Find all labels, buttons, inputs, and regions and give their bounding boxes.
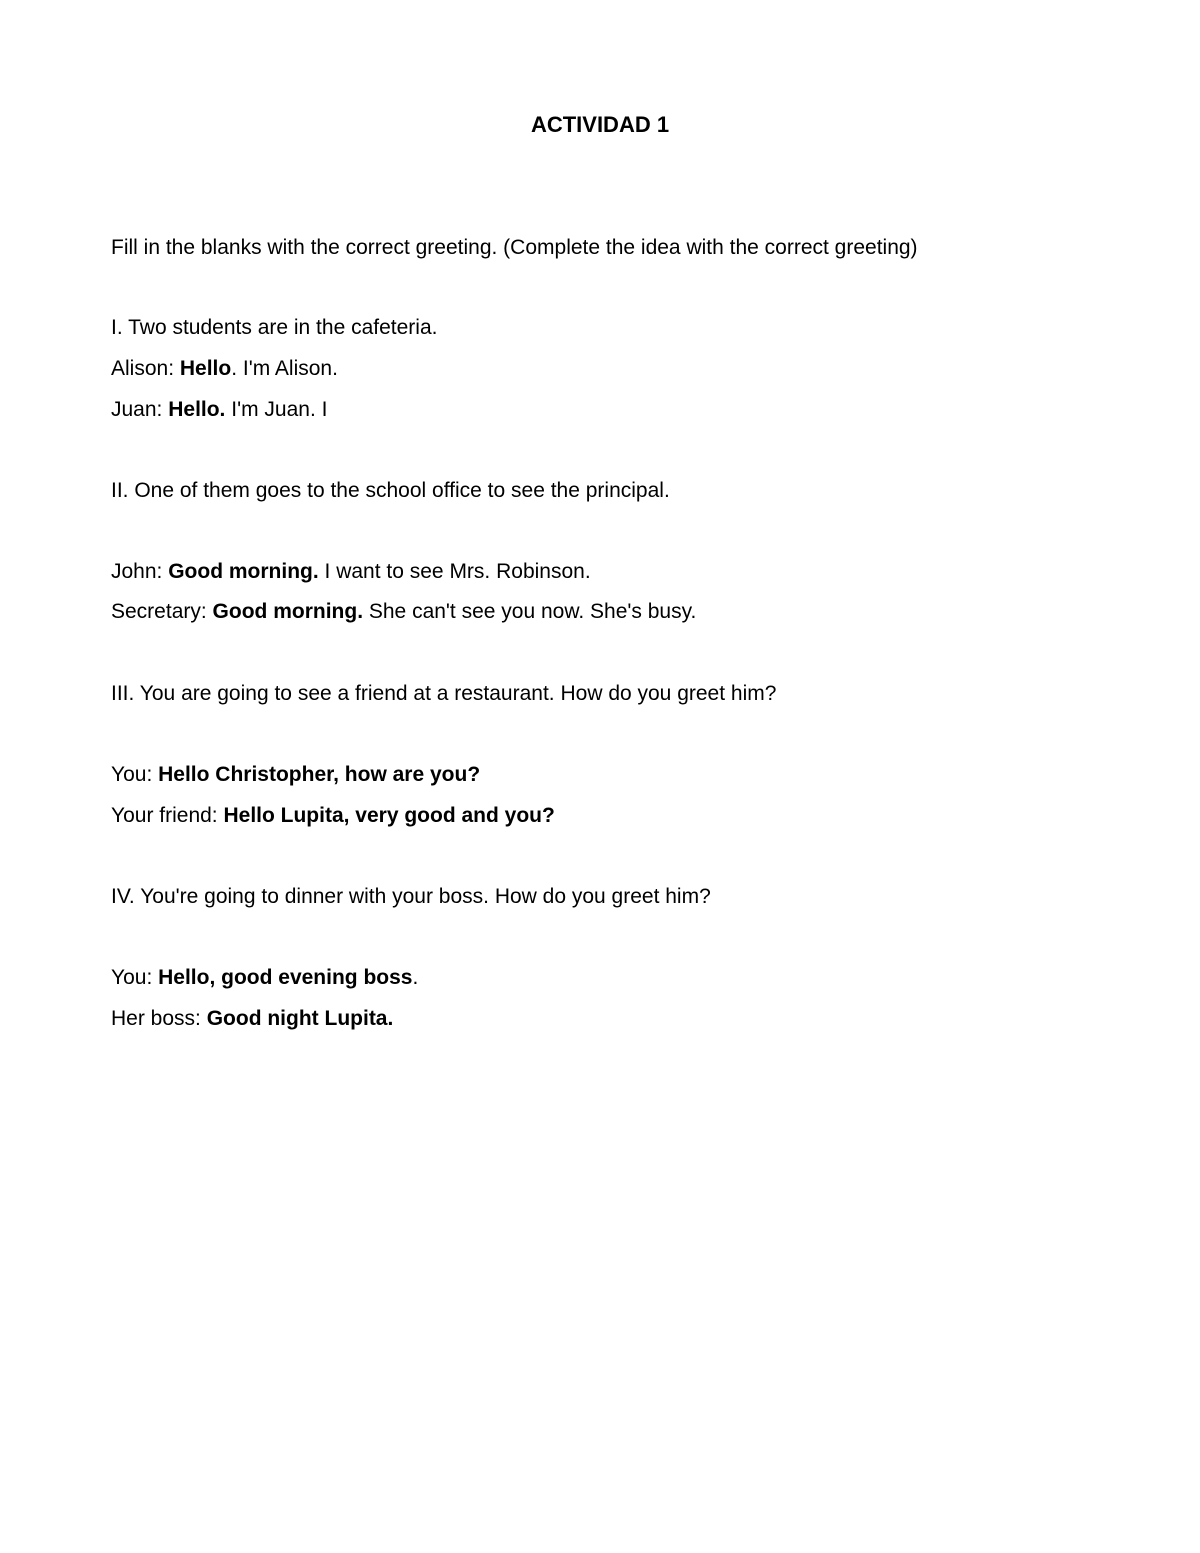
answer-text: Hello Lupita, very good and you?: [223, 804, 555, 827]
section-4-heading: IV. You're going to dinner with your boss. How do you greet him?: [111, 885, 711, 908]
section-3-line-1: [111, 761, 480, 789]
section-4-line-1: [111, 964, 418, 992]
answer-text: Hello.: [168, 398, 226, 421]
line-text: . I'm Alison.: [231, 357, 338, 380]
section-3-line-2: [111, 802, 555, 830]
answer-text: Good morning.: [212, 600, 364, 623]
speaker-label: You:: [111, 966, 159, 989]
speaker-label: John:: [111, 560, 169, 583]
speaker-label: Alison:: [111, 357, 180, 380]
document-title: ACTIVIDAD 1: [530, 112, 670, 137]
section-1-heading: I. Two students are in the cafeteria.: [111, 316, 438, 339]
speaker-label: You:: [111, 763, 159, 786]
speaker-label: Juan:: [111, 398, 169, 421]
section-1-line-2: [111, 396, 327, 424]
line-text: .: [412, 966, 419, 989]
speaker-label: Secretary:: [111, 600, 213, 623]
speaker-label: Your friend:: [111, 804, 224, 827]
answer-text: Good night Lupita.: [206, 1007, 394, 1030]
answer-text: Good morning.: [168, 560, 319, 583]
section-4-line-2: [111, 1005, 393, 1033]
answer-text: Hello: [179, 357, 232, 380]
line-text: She can't see you now. She's busy.: [363, 600, 697, 623]
section-2-heading: II. One of them goes to the school office to see the principal.: [111, 479, 670, 502]
section-2-line-1: [111, 558, 591, 586]
instructions: Fill in the blanks with the correct greeting. (Complete the idea with the correct greeting): [111, 236, 918, 259]
line-text: I want to see Mrs. Robinson.: [318, 560, 591, 583]
line-text: I'm Juan. I: [225, 398, 328, 421]
speaker-label: Her boss:: [111, 1007, 207, 1030]
section-1-line-1: [111, 355, 338, 383]
answer-text: Hello Christopher, how are you?: [158, 763, 481, 786]
section-2-line-2: [111, 598, 696, 626]
section-3-heading: III. You are going to see a friend at a restaurant. How do you greet him?: [111, 682, 777, 705]
answer-text: Hello, good evening boss: [158, 966, 413, 989]
